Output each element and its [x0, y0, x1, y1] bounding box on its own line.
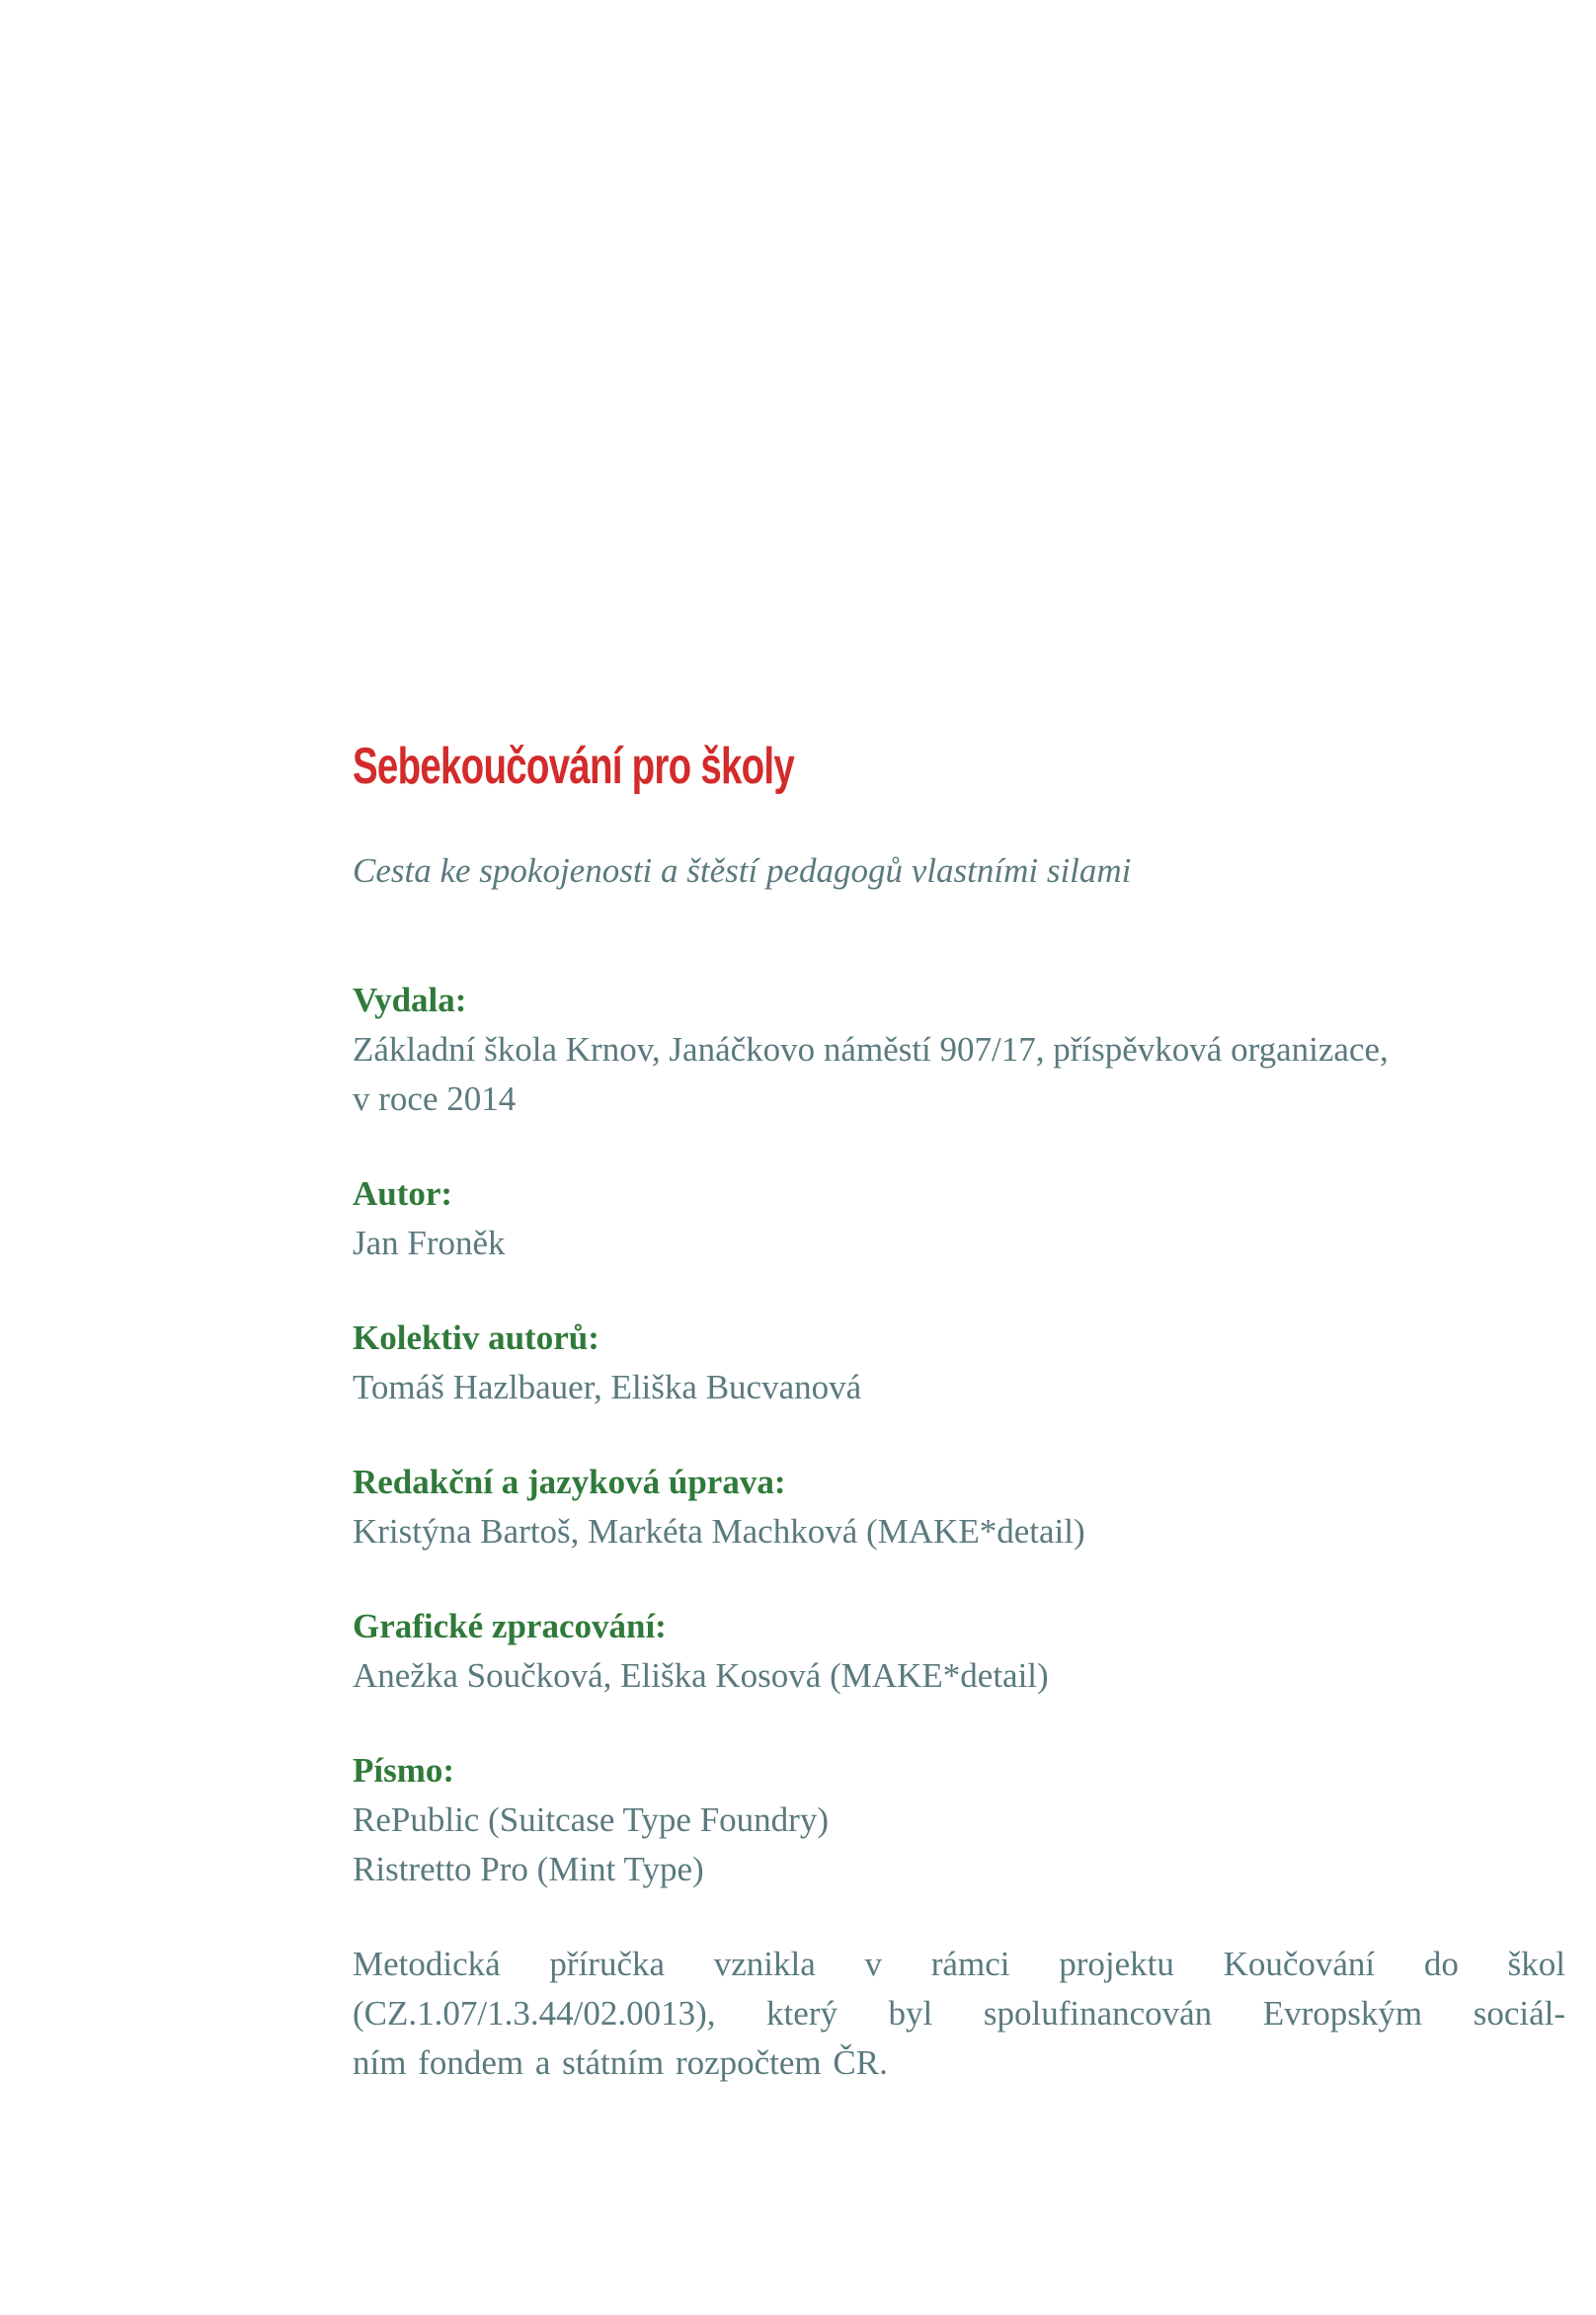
document-subtitle: Cesta ke spokojenosti a štěstí pedagogů vlastními silami: [353, 851, 1132, 890]
section-line: Anežka Součková, Eliška Kosová (MAKE*detail): [353, 1656, 1049, 1695]
section-line: Kristýna Bartoš, Markéta Machková (MAKE*detail): [353, 1512, 1085, 1551]
document-title: Sebekoučování pro školy: [353, 738, 795, 795]
section-author-team: [353, 1314, 1577, 1412]
funding-note: [353, 1940, 1565, 2088]
section-line: Jan Froněk: [353, 1224, 506, 1262]
note-line: (CZ.1.07/1.3.44/02.0013), který byl spolufinancován Evropským sociál-: [353, 1994, 1565, 2033]
section-line: Tomáš Hazlbauer, Eliška Bucvanová: [353, 1368, 862, 1406]
section-graphic-design: [353, 1602, 1577, 1701]
section-editing: [353, 1458, 1577, 1557]
section-heading: Grafické zpracování:: [353, 1607, 667, 1645]
section-heading: Vydala:: [353, 981, 467, 1019]
section-heading: Písmo:: [353, 1751, 455, 1790]
section-author: [353, 1169, 1577, 1268]
credits-list: [353, 976, 1577, 1894]
section-heading: Autor:: [353, 1174, 453, 1213]
section-publisher: [353, 976, 1577, 1124]
section-typeface: [353, 1746, 1577, 1894]
note-line: ním fondem a státním rozpočtem ČR.: [353, 2043, 888, 2082]
section-heading: Kolektiv autorů:: [353, 1318, 599, 1357]
colophon: [353, 735, 1577, 2088]
section-line: v roce 2014: [353, 1079, 517, 1118]
section-line: Základní škola Krnov, Janáčkovo náměstí 907/17, příspěvková organizace,: [353, 1030, 1389, 1069]
section-line: RePublic (Suitcase Type Foundry): [353, 1800, 829, 1839]
section-line: Ristretto Pro (Mint Type): [353, 1850, 704, 1888]
section-heading: Redakční a jazyková úprava:: [353, 1463, 786, 1501]
note-line: Metodická příručka vznikla v rámci projektu Koučování do škol: [353, 1945, 1565, 1983]
